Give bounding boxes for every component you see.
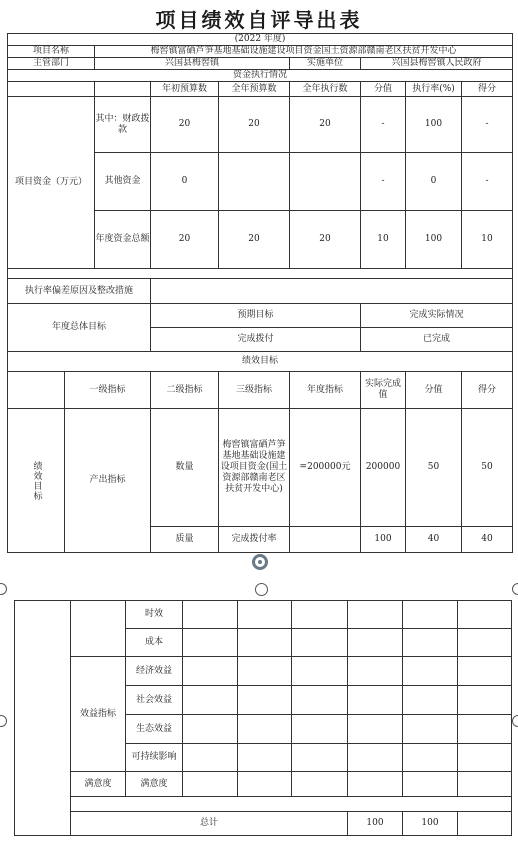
economic-label: 经济效益 xyxy=(126,657,183,686)
total-label: 总计 xyxy=(71,812,348,836)
funds-value: 10 xyxy=(462,211,513,269)
overall-label: 年度总体目标 xyxy=(8,304,151,352)
funds-value: 0 xyxy=(151,153,219,211)
perf-col-header: 得分 xyxy=(462,372,513,409)
qty-label: 数量 xyxy=(151,409,219,527)
funds-value: - xyxy=(361,97,406,153)
funds-row-label: 其中：财政拨款 xyxy=(95,97,151,153)
impl-unit-label: 实施单位 xyxy=(290,58,361,70)
perf-target-label-cell xyxy=(8,409,65,553)
funds-value: 20 xyxy=(290,211,361,269)
blank-cell xyxy=(8,82,95,97)
perf-col-header: 一级指标 xyxy=(65,372,151,409)
sustain-label: 可持续影响 xyxy=(126,744,183,772)
resize-handle-right[interactable] xyxy=(512,715,518,727)
expected-goal-label: 预期目标 xyxy=(151,304,361,328)
funds-value: - xyxy=(462,97,513,153)
expected-goal: 完成拨付 xyxy=(151,328,361,352)
satisfaction-sub: 满意度 xyxy=(126,772,183,797)
benefit-label: 效益指标 xyxy=(71,657,126,772)
perf-header: 绩效目标 xyxy=(8,352,513,372)
blank-row xyxy=(71,797,512,812)
perf-col-header: 分值 xyxy=(406,372,462,409)
quality-score: 40 xyxy=(406,527,462,553)
deviation-label: 执行率偏差原因及整改措施 xyxy=(8,279,151,304)
funds-value: 10 xyxy=(361,211,406,269)
quality-got: 40 xyxy=(462,527,513,553)
blank-cell xyxy=(95,82,151,97)
social-label: 社会效益 xyxy=(126,686,183,715)
page-title: 项目绩效自评导出表 xyxy=(155,8,363,32)
qty-annual: =200000元 xyxy=(290,409,361,527)
blank-cell xyxy=(71,601,126,657)
qty-score: 50 xyxy=(406,409,462,527)
qty-level3: 梅窖镇富硒芦笋基地基础设施建设项目资金(国土资源部赣南老区扶贫开发中心) xyxy=(219,409,290,527)
eco-label: 生态效益 xyxy=(126,715,183,744)
perf-col-header: 三级指标 xyxy=(219,372,290,409)
evaluation-table-lower xyxy=(14,600,512,836)
evaluation-table-upper xyxy=(7,33,513,553)
authority-label: 主管部门 xyxy=(8,58,95,70)
cost-label: 成本 xyxy=(126,629,183,657)
funds-col-header: 全年预算数 xyxy=(219,82,290,97)
funds-value: 20 xyxy=(151,211,219,269)
funds-col-header: 得分 xyxy=(462,82,513,97)
project-name: 梅窖镇富硒芦笋基地基础设施建设项目资金国土资源部赣南老区扶贫开发中心 xyxy=(95,46,513,58)
qty-actual: 200000 xyxy=(361,409,406,527)
perf-col-header: 二级指标 xyxy=(151,372,219,409)
rotate-handle-icon[interactable] xyxy=(252,554,268,570)
total-score: 100 xyxy=(348,812,403,836)
funds-col-header: 年初预算数 xyxy=(151,82,219,97)
quality-actual: 100 xyxy=(361,527,406,553)
funds-value: - xyxy=(462,153,513,211)
actual-value: 已完成 xyxy=(361,328,513,352)
funds-col-header: 全年执行数 xyxy=(290,82,361,97)
funds-col-header: 分值 xyxy=(361,82,406,97)
resize-handle-left[interactable] xyxy=(0,715,7,727)
authority: 兴国县梅窖镇 xyxy=(95,58,290,70)
quality-level3: 完成拨付率 xyxy=(219,527,290,553)
timeliness-label: 时效 xyxy=(126,601,183,629)
satisfaction-label: 满意度 xyxy=(71,772,126,797)
deviation-value xyxy=(151,279,513,304)
funds-row-label: 年度资金总额 xyxy=(95,211,151,269)
funds-value: 20 xyxy=(290,97,361,153)
blank-row xyxy=(8,269,513,279)
funds-value: 100 xyxy=(406,97,462,153)
perf-col-header: 实际完成值 xyxy=(361,372,406,409)
perf-target-label: 绩效目标 xyxy=(31,460,42,501)
quality-label: 质量 xyxy=(151,527,219,553)
blank-cell xyxy=(8,372,65,409)
funds-value xyxy=(290,153,361,211)
total-got: 100 xyxy=(403,812,458,836)
funds-value: 20 xyxy=(219,211,290,269)
resize-handle-bottom[interactable] xyxy=(255,583,268,596)
blank-cell xyxy=(15,601,71,836)
output-label: 产出指标 xyxy=(65,409,151,553)
funds-value: - xyxy=(361,153,406,211)
funds-header: 资金执行情况 xyxy=(8,70,513,82)
funds-value: 20 xyxy=(151,97,219,153)
year-cell: (2022 年度) xyxy=(8,34,513,46)
funds-label: 项目资金（万元） xyxy=(8,97,95,269)
perf-col-header: 年度指标 xyxy=(290,372,361,409)
impl-unit: 兴国县梅窖镇人民政府 xyxy=(361,58,513,70)
funds-value xyxy=(219,153,290,211)
resize-handle-right[interactable] xyxy=(512,583,518,595)
resize-handle-left[interactable] xyxy=(0,583,7,595)
funds-value: 100 xyxy=(406,211,462,269)
funds-value: 0 xyxy=(406,153,462,211)
funds-row-label: 其他资金 xyxy=(95,153,151,211)
actual-label: 完成实际情况 xyxy=(361,304,513,328)
qty-got: 50 xyxy=(462,409,513,527)
project-name-label: 项目名称 xyxy=(8,46,95,58)
quality-annual xyxy=(290,527,361,553)
funds-value: 20 xyxy=(219,97,290,153)
funds-col-header: 执行率(%) xyxy=(406,82,462,97)
